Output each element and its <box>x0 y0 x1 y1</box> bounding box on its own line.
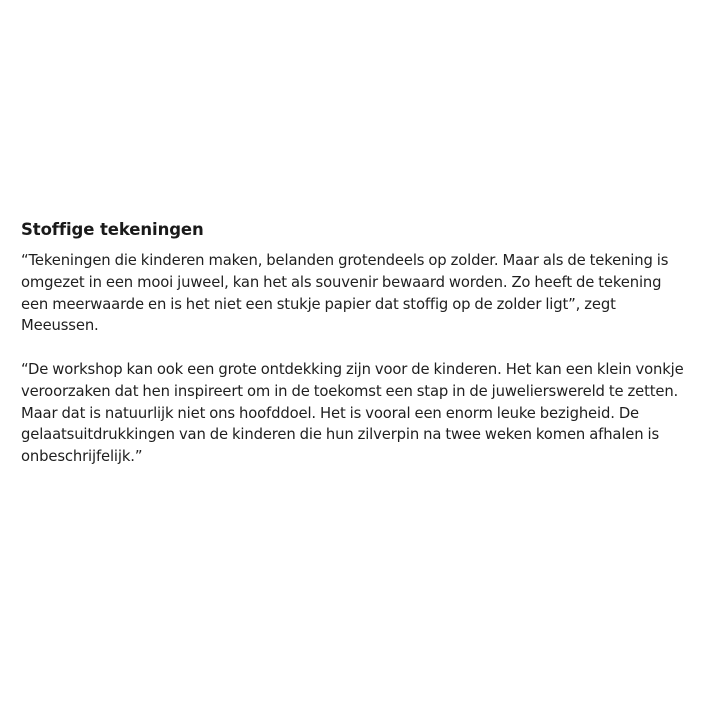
text-line: Maar dat is natuurlijk niet ons hoofddoel. Het is vooral een enorm leuke bezigheid. De <box>21 404 640 422</box>
article-body <box>21 219 721 468</box>
text-line: gelaatsuitdrukkingen van de kinderen die hun zilverpin na twee weken komen afhalen is <box>21 426 660 444</box>
paragraph-quote-2 <box>21 359 721 468</box>
text-line: veroorzaken dat hen inspireert om in de toekomst een stap in de juwelierswereld te zetten. <box>21 382 679 400</box>
text-line: onbeschrijfelijk.” <box>21 448 143 466</box>
section-heading: Stoffige tekeningen <box>21 220 204 239</box>
paragraph-quote-1 <box>21 250 721 337</box>
text-line: Meeussen. <box>21 317 99 335</box>
text-line: omgezet in een mooi juweel, kan het als souvenir bewaard worden. Zo heeft de tekening <box>21 273 662 291</box>
text-line: “Tekeningen die kinderen maken, belanden grotendeels op zolder. Maar als de tekening is <box>21 252 669 269</box>
text-line: een meerwaarde en is het niet een stukje papier dat stoffig op de zolder ligt”, zegt <box>21 295 616 313</box>
text-line: “De workshop kan ook een grote ontdekking zijn voor de kinderen. Het kan een klein vonkje <box>21 360 684 378</box>
